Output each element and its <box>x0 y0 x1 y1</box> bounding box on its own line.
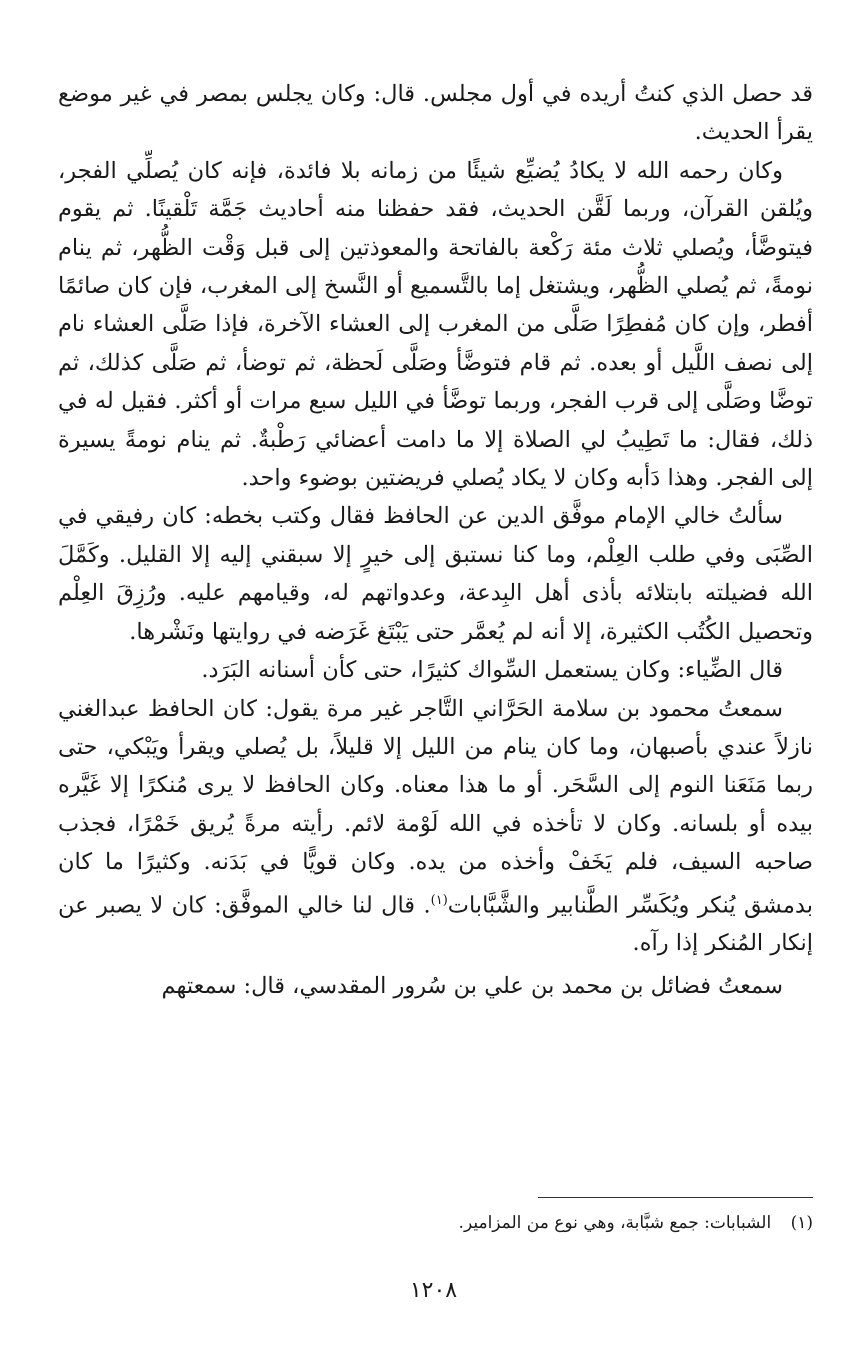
paragraph-3: سألتُ خالي الإمام موفَّق الدين عن الحافظ فقال وكتب بخطه: كان رفيقي في الصِّبَى وفي طلب العِلْم، وما كنا نستبق إلى خيرٍ إلا سبقني إليه إلا القليل. وكَمَّلَ الله فضيلته بابتلائه بأذى أهل البِدعة، وعدواتهم له، وقيامهم عليه. ورُزِقَ العِلْم وتحصيل الكُتُب الكثيرة، إلا أنه لم يُعمَّر حتى يَبْتَغ غَرَضه في روايتها ونَشْرها. <box>58 503 813 645</box>
footnote-reference[interactable]: (١) <box>430 892 448 908</box>
paragraph-2: وكان رحمه الله لا يكادُ يُضيِّع شيئًا من زمانه بلا فائدة، فإنه كان يُصلِّي الفجر، ويُلقن القرآن، وربما لَقَّن الحديث، فقد حفظنا منه أحاديث جَمَّة تَلْقينًا. ثم يقوم فيتوضَّأ، ويُصلي ثلاث مئة رَكْعة بالفاتحة والمعوذتين إلى قبل وَقْت الظُّهر، ثم ينام نومةً، ثم يُصلي الظُّهر، ويشتغل إما بالتَّسميع أو النَّسخ إلى المغرب، فإن كان صائمًا أفطر، وإن كان مُفطِرًا صَلَّى من المغرب إلى العشاء الآخرة، فإذا صَلَّى العشاء نام إلى نصف اللَّيل أو بعده. ثم قام فتوضَّأ وصَلَّى لَحظة، ثم توضأ، ثم صَلَّى كذلك، ثم توضَّا وصَلَّى إلى قرب الفجر، وربما توضَّأ في الليل سبع مرات أو أكثر. فقيل له في ذلك، فقال: ما تَطِيبُ لي الصلاة إلا ما دامت أعضائي رَطْبةٌ. ثم ينام نومةً يسيرة إلى الفجر. وهذا دَأبه وكان لا يكاد يُصلي فريضتين بوضوء واحد. <box>58 157 813 492</box>
paragraph-5 <box>58 690 813 963</box>
footnote-divider <box>538 1197 813 1198</box>
page-number: ١٢٠٨ <box>409 1278 458 1303</box>
paragraph-6: سمعتُ فضائل بن محمد بن علي بن سُرور المقدسي، قال: سمعتهم <box>161 972 783 999</box>
paragraph-4: قال الضِّياء: وكان يستعمل السِّواك كثيرًا، حتى كأن أسنانه البَرَد. <box>201 657 783 684</box>
footnote-marker: (١) <box>790 1213 813 1233</box>
paragraph-1: قد حصل الذي كنتُ أريده في أول مجلس. قال: وكان يجلس بمصر في غير موضع يقرأ الحديث. <box>58 81 813 146</box>
footnote <box>58 1210 813 1236</box>
body-text <box>58 75 813 1005</box>
paragraph-5-text: سمعتُ محمود بن سلامة الحَرَّاني التَّاجر غير مرة يقول: كان الحافظ عبدالغني نازلاً عندي بأصبهان، وما كان ينام من الليل إلا قليلاً، بل يُصلي ويقرأ ويَبْكي، حتى ربما مَنَعَنا النوم إلى السَّحَر. أو ما هذا معناه. وكان الحافظ لا يرى مُنكرًا إلا غَيَّره بيده أو بلسانه. وكان لا تأخذه في الله لَوْمة لائم. رأيته مرةً يُريق خَمْرًا، فجذب صاحبه السيف، فلم يَخَفْ وأخذه من يده. وكان قويًّا في بَدَنه. وكثيرًا ما كان بدمشق يُنكر ويُكَسِّر الطَّنابير والشَّبَّابات <box>58 695 813 919</box>
footnote-text: الشبابات: جمع شبَّابة، وهي نوع من المزامير. <box>458 1213 772 1233</box>
paragraph-5-tail: . قال لنا خالي الموفَّق: كان لا يصبر عن إنكار المُنكر إذا رآه. <box>58 892 813 957</box>
page-content <box>58 75 813 1005</box>
